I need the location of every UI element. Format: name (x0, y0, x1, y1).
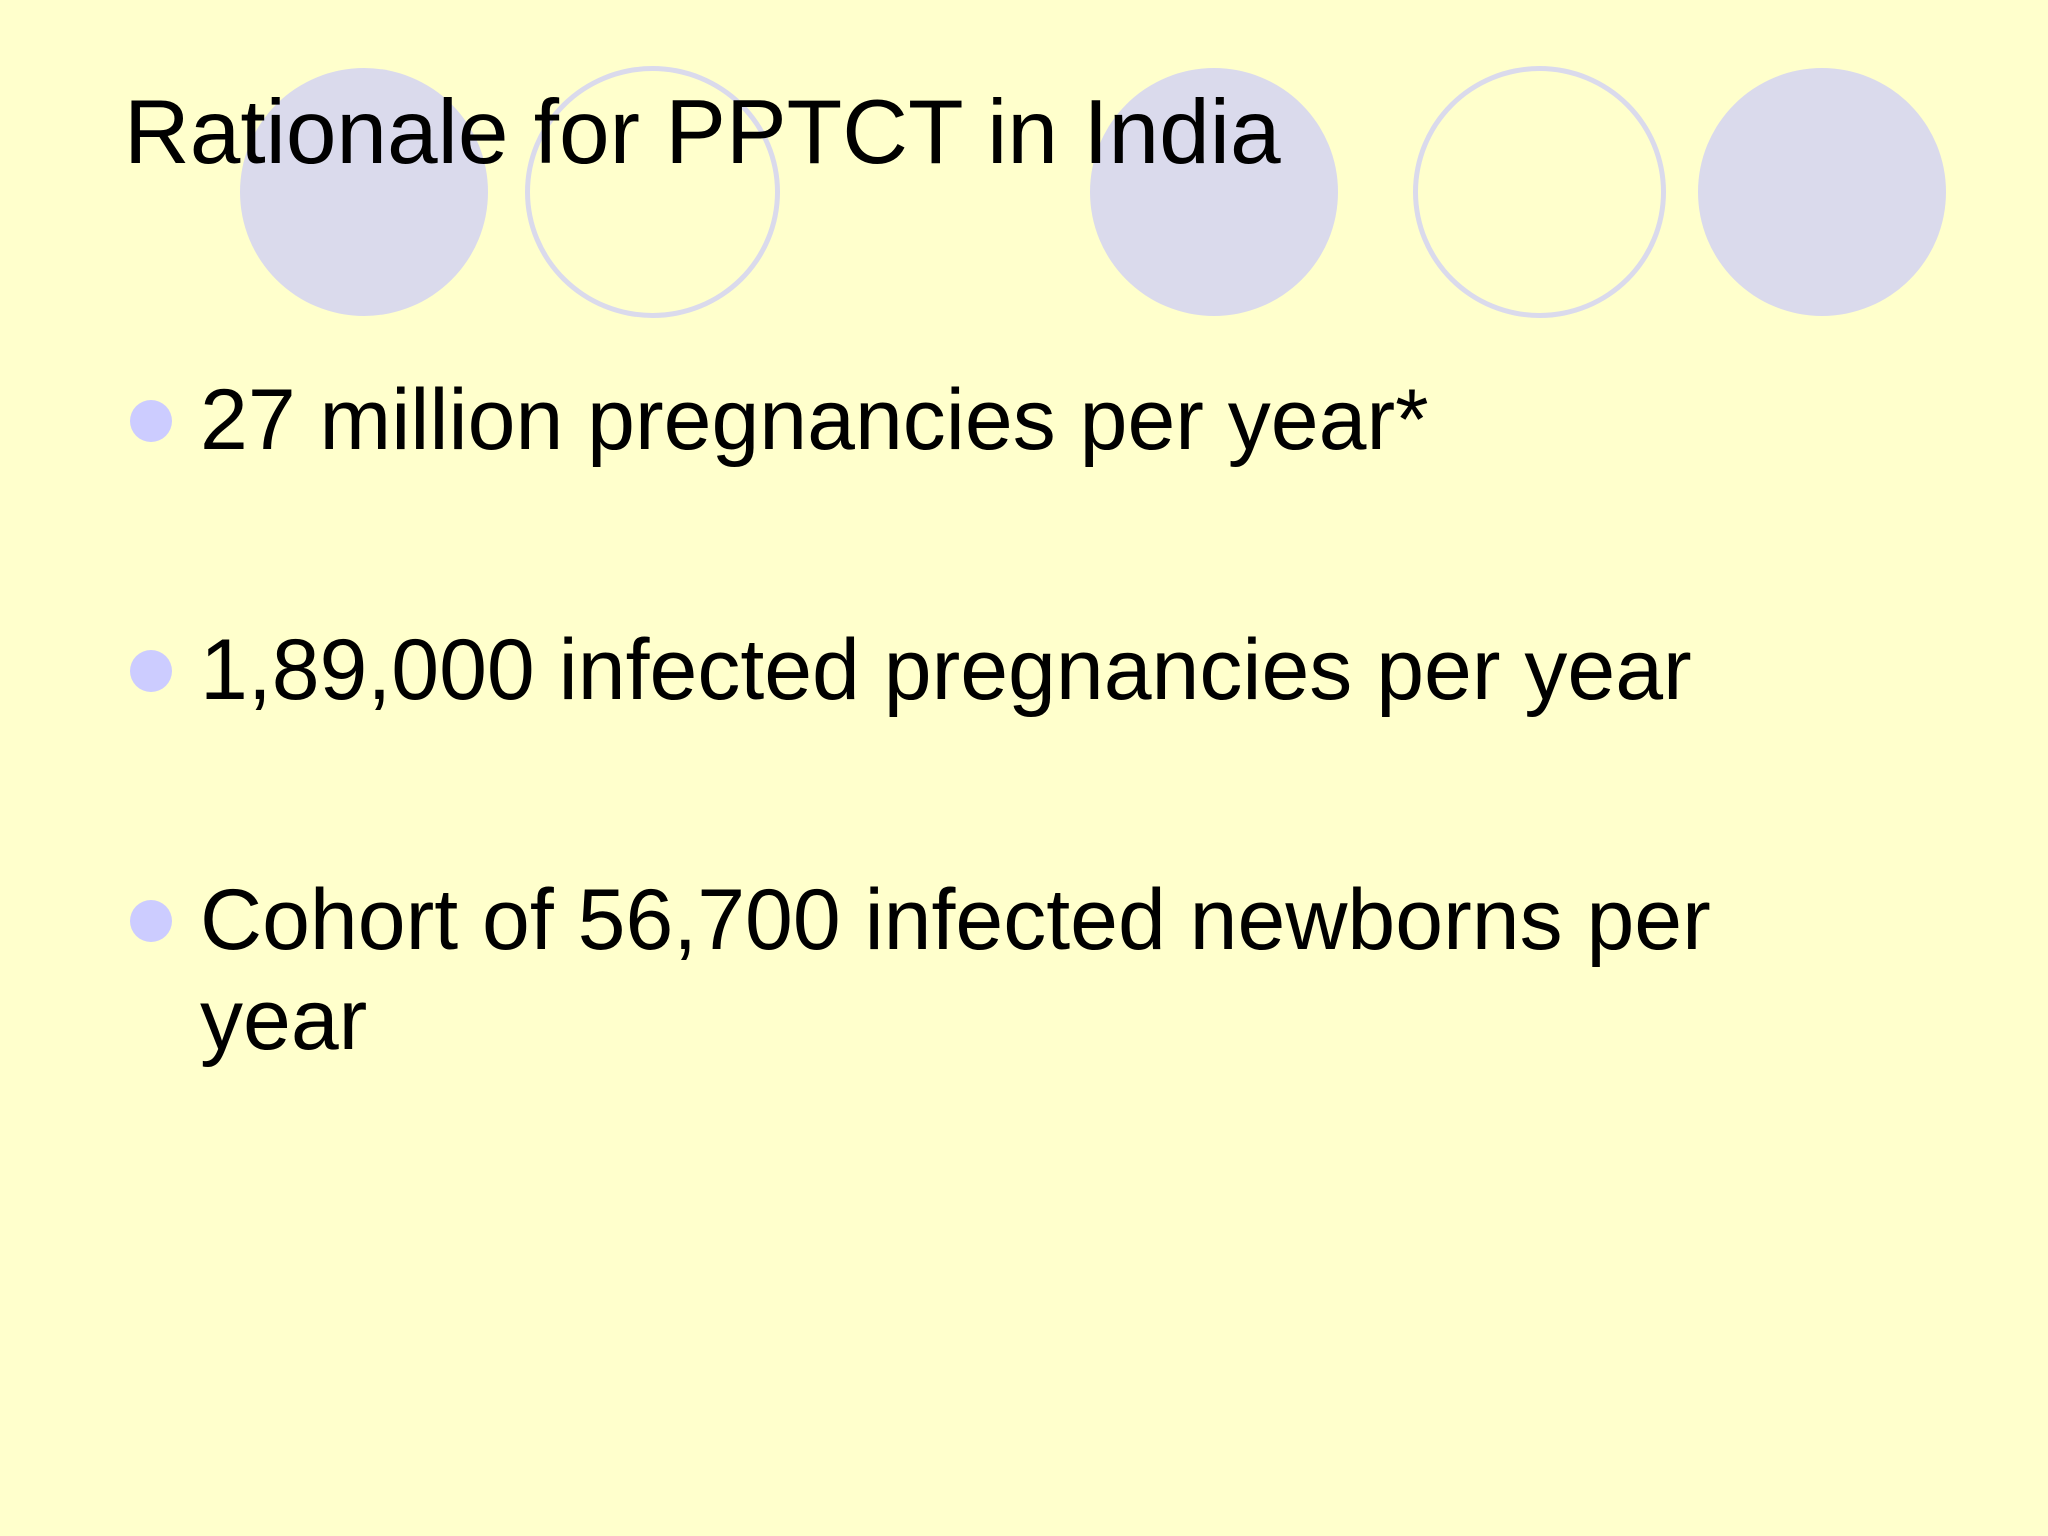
bullet-text: 27 million pregnancies per year* (200, 372, 1429, 468)
bullet-text: Cohort of 56,700 infected newborns per year (200, 872, 1711, 1068)
slide-title: Rationale for PPTCT in India (124, 82, 1281, 183)
bullet-dot-icon (130, 400, 172, 442)
bullet-dot-icon (130, 650, 172, 692)
decorative-filled-circle (1698, 68, 1946, 316)
bullet-text: 1,89,000 infected pregnancies per year (200, 622, 1692, 718)
bullet-dot-icon (130, 900, 172, 942)
decorative-ring-circle (1413, 66, 1666, 318)
